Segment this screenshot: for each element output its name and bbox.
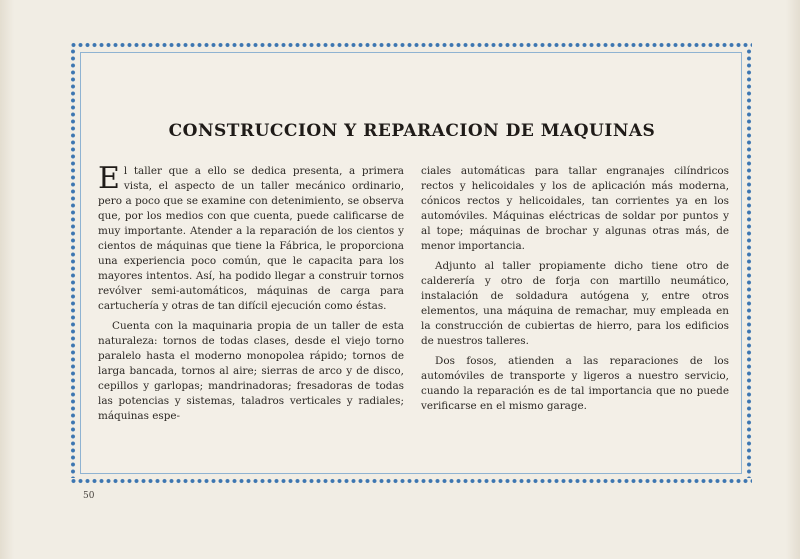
page-number: 50 [83, 491, 95, 501]
decorative-border-right [744, 48, 754, 478]
decorative-border-left [68, 48, 78, 478]
paragraph: Dos fosos, atienden a las reparaciones de los automóviles de transporte y ligeros a nuestro servicio, cuando la reparación es de tal importancia que no puede verificarse en el mismo garage. [421, 355, 729, 412]
right-column [421, 164, 729, 419]
paragraph: Adjunto al taller propiamente dicho tiene otro de calderería y otro de forja con martillo neumático, instalación de soldadura autógena y, entre otros elementos, una máquina de remachar, muy empleada en la construcción de cubiertas de hierro, para los edificios de nuestros talleres. [421, 260, 729, 347]
paragraph: El taller que a ello se dedica presenta, a primera vista, el aspecto de un taller mecánico ordinario, pero a poco que se examine con detenimiento, se observa que, por los medios con que cuenta, puede calificarse de muy importante. Atender a la reparación de los cientos y cientos de máquinas que tiene la Fábrica, le proporciona una experiencia poco común, que le capacita para los mayores intentos. Así, ha podido llegar a construir tornos revólver semi-automáticos, máquinas de carga para cartuchería y otras de tan difícil ejecución como éstas. [98, 161, 404, 312]
decorative-border-bottom [70, 476, 752, 486]
paragraph: Cuenta con la maquinaria propia de un taller de esta naturaleza: tornos de todas clases, desde el viejo torno paralelo hasta el moderno monopolea rápido; tornos de larga bancada, tornos al aire; sierras de arco y de disco, cepillos y garlopas; mandrinadoras; fresadoras de todas las potencias y sistemas, taladros verticales y radiales; máquinas espe- [98, 320, 404, 422]
drop-cap: E [98, 161, 120, 196]
decorative-border-top [70, 40, 752, 50]
left-column [98, 161, 404, 429]
paragraph: ciales automáticas para tallar engranajes cilíndricos rectos y helicoidales y los de aplicación más moderna, cónicos rectos y helicoidales, tan corrientes ya en los automóviles. Máquinas eléctricas de soldar por puntos y al tope; máquinas de brochar y algunas otras más, de menor importancia. [421, 165, 729, 252]
page-title: CONSTRUCCION Y REPARACION DE MAQUINAS [168, 121, 656, 141]
